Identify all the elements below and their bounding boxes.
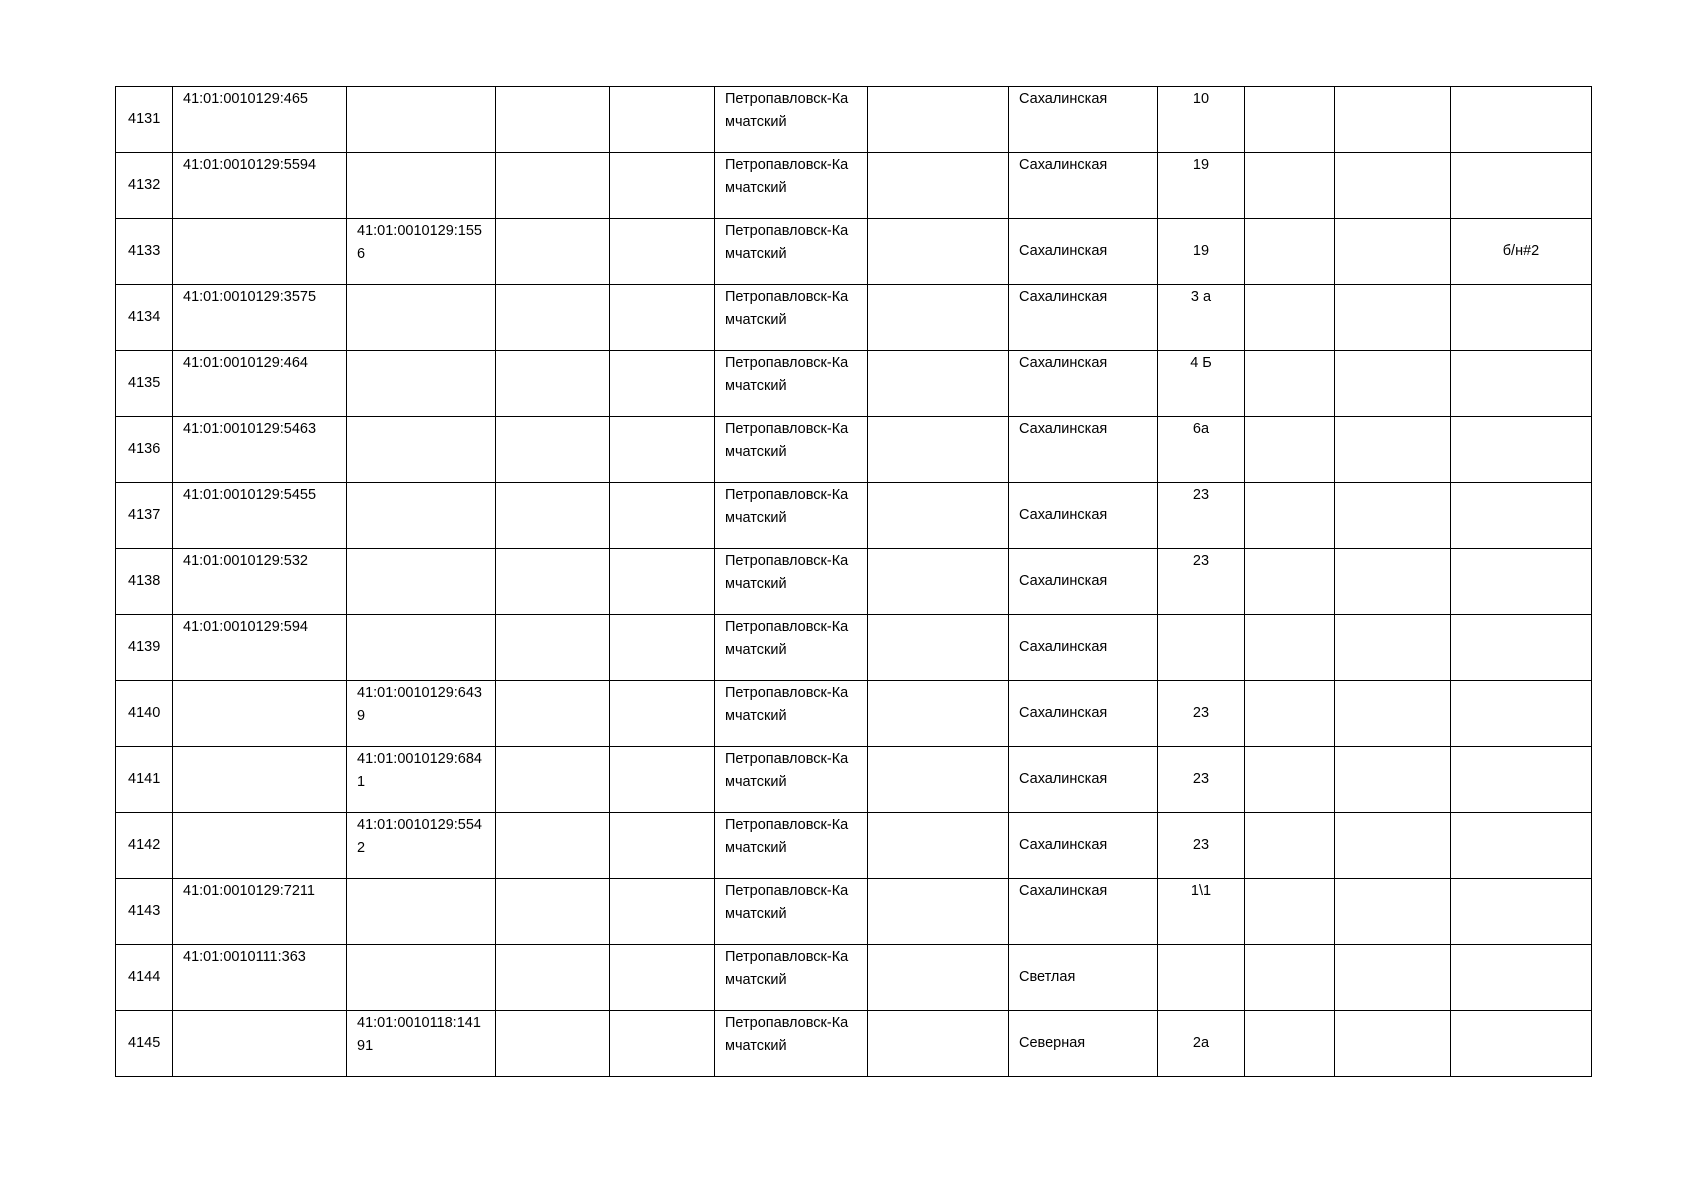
empty-cell — [1335, 879, 1451, 945]
cadastral-number-secondary-cell — [347, 285, 496, 351]
empty-cell — [1335, 153, 1451, 219]
city-cell: Петропавловск-Камчатский — [715, 681, 868, 747]
empty-cell — [868, 417, 1009, 483]
cadastral-number-cell — [173, 219, 347, 285]
city-cell: Петропавловск-Камчатский — [715, 879, 868, 945]
cadastral-number-secondary-cell — [347, 615, 496, 681]
note-cell — [1451, 417, 1592, 483]
empty-cell — [1245, 747, 1335, 813]
empty-cell — [496, 945, 610, 1011]
row-number-cell: 4132 — [116, 153, 173, 219]
note-cell — [1451, 1011, 1592, 1077]
empty-cell — [496, 219, 610, 285]
empty-cell — [1335, 87, 1451, 153]
table-body — [116, 87, 1592, 1077]
cadastral-number-secondary-cell: 41:01:0010118:14191 — [347, 1011, 496, 1077]
empty-cell — [868, 615, 1009, 681]
table-row — [116, 681, 1592, 747]
city-cell: Петропавловск-Камчатский — [715, 549, 868, 615]
empty-cell — [868, 813, 1009, 879]
street-cell: Светлая — [1009, 945, 1158, 1011]
table-row — [116, 483, 1592, 549]
note-cell — [1451, 483, 1592, 549]
table-row — [116, 549, 1592, 615]
cadastral-number-cell — [173, 1011, 347, 1077]
table-row — [116, 219, 1592, 285]
cadastral-number-cell — [173, 747, 347, 813]
cadastral-number-cell: 41:01:0010129:5455 — [173, 483, 347, 549]
cadastral-number-cell: 41:01:0010129:594 — [173, 615, 347, 681]
note-cell — [1451, 351, 1592, 417]
cadastral-number-cell: 41:01:0010129:5463 — [173, 417, 347, 483]
cadastral-number-secondary-cell: 41:01:0010129:5542 — [347, 813, 496, 879]
row-number-cell: 4145 — [116, 1011, 173, 1077]
cadastral-number-cell — [173, 681, 347, 747]
row-number-cell: 4133 — [116, 219, 173, 285]
row-number-cell: 4144 — [116, 945, 173, 1011]
empty-cell — [868, 681, 1009, 747]
city-cell: Петропавловск-Камчатский — [715, 1011, 868, 1077]
note-cell — [1451, 945, 1592, 1011]
empty-cell — [1245, 1011, 1335, 1077]
cadastral-number-secondary-cell: 41:01:0010129:6439 — [347, 681, 496, 747]
cadastral-number-secondary-cell: 41:01:0010129:1556 — [347, 219, 496, 285]
note-cell — [1451, 879, 1592, 945]
table-row — [116, 153, 1592, 219]
city-cell: Петропавловск-Камчатский — [715, 351, 868, 417]
table-row — [116, 417, 1592, 483]
empty-cell — [868, 879, 1009, 945]
empty-cell — [610, 285, 715, 351]
street-cell: Сахалинская — [1009, 87, 1158, 153]
empty-cell — [1245, 417, 1335, 483]
note-cell — [1451, 615, 1592, 681]
empty-cell — [1245, 879, 1335, 945]
empty-cell — [868, 153, 1009, 219]
empty-cell — [610, 219, 715, 285]
note-cell — [1451, 549, 1592, 615]
empty-cell — [1245, 681, 1335, 747]
empty-cell — [496, 285, 610, 351]
empty-cell — [610, 615, 715, 681]
empty-cell — [1245, 813, 1335, 879]
city-cell: Петропавловск-Камчатский — [715, 747, 868, 813]
row-number-cell: 4136 — [116, 417, 173, 483]
empty-cell — [1245, 615, 1335, 681]
empty-cell — [1335, 219, 1451, 285]
table-row — [116, 285, 1592, 351]
empty-cell — [496, 615, 610, 681]
cadastral-number-secondary-cell — [347, 417, 496, 483]
city-cell: Петропавловск-Камчатский — [715, 87, 868, 153]
empty-cell — [496, 153, 610, 219]
empty-cell — [1245, 351, 1335, 417]
table-row — [116, 813, 1592, 879]
street-cell: Сахалинская — [1009, 285, 1158, 351]
empty-cell — [610, 681, 715, 747]
empty-cell — [868, 351, 1009, 417]
empty-cell — [496, 483, 610, 549]
street-cell: Сахалинская — [1009, 351, 1158, 417]
empty-cell — [1335, 549, 1451, 615]
empty-cell — [496, 747, 610, 813]
row-number-cell: 4139 — [116, 615, 173, 681]
house-number-cell: 23 — [1158, 483, 1245, 549]
empty-cell — [868, 549, 1009, 615]
house-number-cell: 19 — [1158, 153, 1245, 219]
house-number-cell: 1\1 — [1158, 879, 1245, 945]
table-row — [116, 615, 1592, 681]
empty-cell — [610, 813, 715, 879]
row-number-cell: 4141 — [116, 747, 173, 813]
empty-cell — [1245, 87, 1335, 153]
street-cell: Сахалинская — [1009, 153, 1158, 219]
empty-cell — [868, 945, 1009, 1011]
cadastral-number-cell: 41:01:0010129:464 — [173, 351, 347, 417]
empty-cell — [868, 483, 1009, 549]
cadastral-number-cell: 41:01:0010129:465 — [173, 87, 347, 153]
street-cell: Сахалинская — [1009, 219, 1158, 285]
city-cell: Петропавловск-Камчатский — [715, 285, 868, 351]
cadastral-number-cell: 41:01:0010111:363 — [173, 945, 347, 1011]
empty-cell — [610, 417, 715, 483]
empty-cell — [1335, 615, 1451, 681]
city-cell: Петропавловск-Камчатский — [715, 417, 868, 483]
table-row — [116, 87, 1592, 153]
empty-cell — [1335, 681, 1451, 747]
empty-cell — [1245, 153, 1335, 219]
empty-cell — [868, 1011, 1009, 1077]
cadastral-number-secondary-cell — [347, 87, 496, 153]
street-cell: Сахалинская — [1009, 549, 1158, 615]
house-number-cell: 19 — [1158, 219, 1245, 285]
empty-cell — [496, 351, 610, 417]
empty-cell — [610, 153, 715, 219]
cadastral-number-cell: 41:01:0010129:5594 — [173, 153, 347, 219]
house-number-cell: 23 — [1158, 681, 1245, 747]
empty-cell — [496, 87, 610, 153]
house-number-cell: 4 Б — [1158, 351, 1245, 417]
city-cell: Петропавловск-Камчатский — [715, 945, 868, 1011]
empty-cell — [1335, 351, 1451, 417]
street-cell: Сахалинская — [1009, 879, 1158, 945]
note-cell — [1451, 285, 1592, 351]
empty-cell — [1335, 285, 1451, 351]
house-number-cell: 10 — [1158, 87, 1245, 153]
note-cell: б/н#2 — [1451, 219, 1592, 285]
empty-cell — [1335, 483, 1451, 549]
cadastral-number-secondary-cell — [347, 153, 496, 219]
empty-cell — [610, 549, 715, 615]
table-row — [116, 351, 1592, 417]
empty-cell — [610, 87, 715, 153]
house-number-cell — [1158, 615, 1245, 681]
city-cell: Петропавловск-Камчатский — [715, 813, 868, 879]
note-cell — [1451, 153, 1592, 219]
empty-cell — [496, 549, 610, 615]
registry-table — [115, 86, 1592, 1077]
empty-cell — [868, 747, 1009, 813]
empty-cell — [496, 879, 610, 945]
empty-cell — [1335, 813, 1451, 879]
cadastral-number-cell: 41:01:0010129:532 — [173, 549, 347, 615]
empty-cell — [496, 1011, 610, 1077]
row-number-cell: 4135 — [116, 351, 173, 417]
city-cell: Петропавловск-Камчатский — [715, 153, 868, 219]
cadastral-number-cell: 41:01:0010129:7211 — [173, 879, 347, 945]
empty-cell — [1245, 549, 1335, 615]
empty-cell — [1245, 219, 1335, 285]
city-cell: Петропавловск-Камчатский — [715, 615, 868, 681]
house-number-cell: 23 — [1158, 813, 1245, 879]
house-number-cell: 3 а — [1158, 285, 1245, 351]
empty-cell — [610, 945, 715, 1011]
row-number-cell: 4143 — [116, 879, 173, 945]
table-row — [116, 747, 1592, 813]
table-row — [116, 945, 1592, 1011]
row-number-cell: 4134 — [116, 285, 173, 351]
empty-cell — [868, 285, 1009, 351]
note-cell — [1451, 87, 1592, 153]
cadastral-number-cell: 41:01:0010129:3575 — [173, 285, 347, 351]
empty-cell — [1335, 1011, 1451, 1077]
row-number-cell: 4140 — [116, 681, 173, 747]
empty-cell — [496, 417, 610, 483]
empty-cell — [496, 813, 610, 879]
empty-cell — [496, 681, 610, 747]
note-cell — [1451, 813, 1592, 879]
house-number-cell: 23 — [1158, 549, 1245, 615]
house-number-cell: 6а — [1158, 417, 1245, 483]
empty-cell — [1245, 285, 1335, 351]
street-cell: Сахалинская — [1009, 615, 1158, 681]
cadastral-number-secondary-cell — [347, 549, 496, 615]
street-cell: Северная — [1009, 1011, 1158, 1077]
house-number-cell: 2а — [1158, 1011, 1245, 1077]
cadastral-number-secondary-cell — [347, 945, 496, 1011]
cadastral-number-secondary-cell — [347, 483, 496, 549]
empty-cell — [610, 483, 715, 549]
row-number-cell: 4138 — [116, 549, 173, 615]
row-number-cell: 4137 — [116, 483, 173, 549]
street-cell: Сахалинская — [1009, 813, 1158, 879]
empty-cell — [1245, 945, 1335, 1011]
table-row — [116, 879, 1592, 945]
empty-cell — [610, 351, 715, 417]
empty-cell — [868, 87, 1009, 153]
street-cell: Сахалинская — [1009, 747, 1158, 813]
cadastral-number-secondary-cell: 41:01:0010129:6841 — [347, 747, 496, 813]
house-number-cell: 23 — [1158, 747, 1245, 813]
empty-cell — [1335, 417, 1451, 483]
empty-cell — [1245, 483, 1335, 549]
street-cell: Сахалинская — [1009, 681, 1158, 747]
street-cell: Сахалинская — [1009, 417, 1158, 483]
note-cell — [1451, 681, 1592, 747]
cadastral-number-secondary-cell — [347, 879, 496, 945]
city-cell: Петропавловск-Камчатский — [715, 219, 868, 285]
empty-cell — [610, 747, 715, 813]
empty-cell — [1335, 945, 1451, 1011]
empty-cell — [610, 879, 715, 945]
note-cell — [1451, 747, 1592, 813]
cadastral-number-secondary-cell — [347, 351, 496, 417]
city-cell: Петропавловск-Камчатский — [715, 483, 868, 549]
empty-cell — [610, 1011, 715, 1077]
row-number-cell: 4131 — [116, 87, 173, 153]
empty-cell — [1335, 747, 1451, 813]
table-row — [116, 1011, 1592, 1077]
cadastral-number-cell — [173, 813, 347, 879]
house-number-cell — [1158, 945, 1245, 1011]
street-cell: Сахалинская — [1009, 483, 1158, 549]
row-number-cell: 4142 — [116, 813, 173, 879]
empty-cell — [868, 219, 1009, 285]
